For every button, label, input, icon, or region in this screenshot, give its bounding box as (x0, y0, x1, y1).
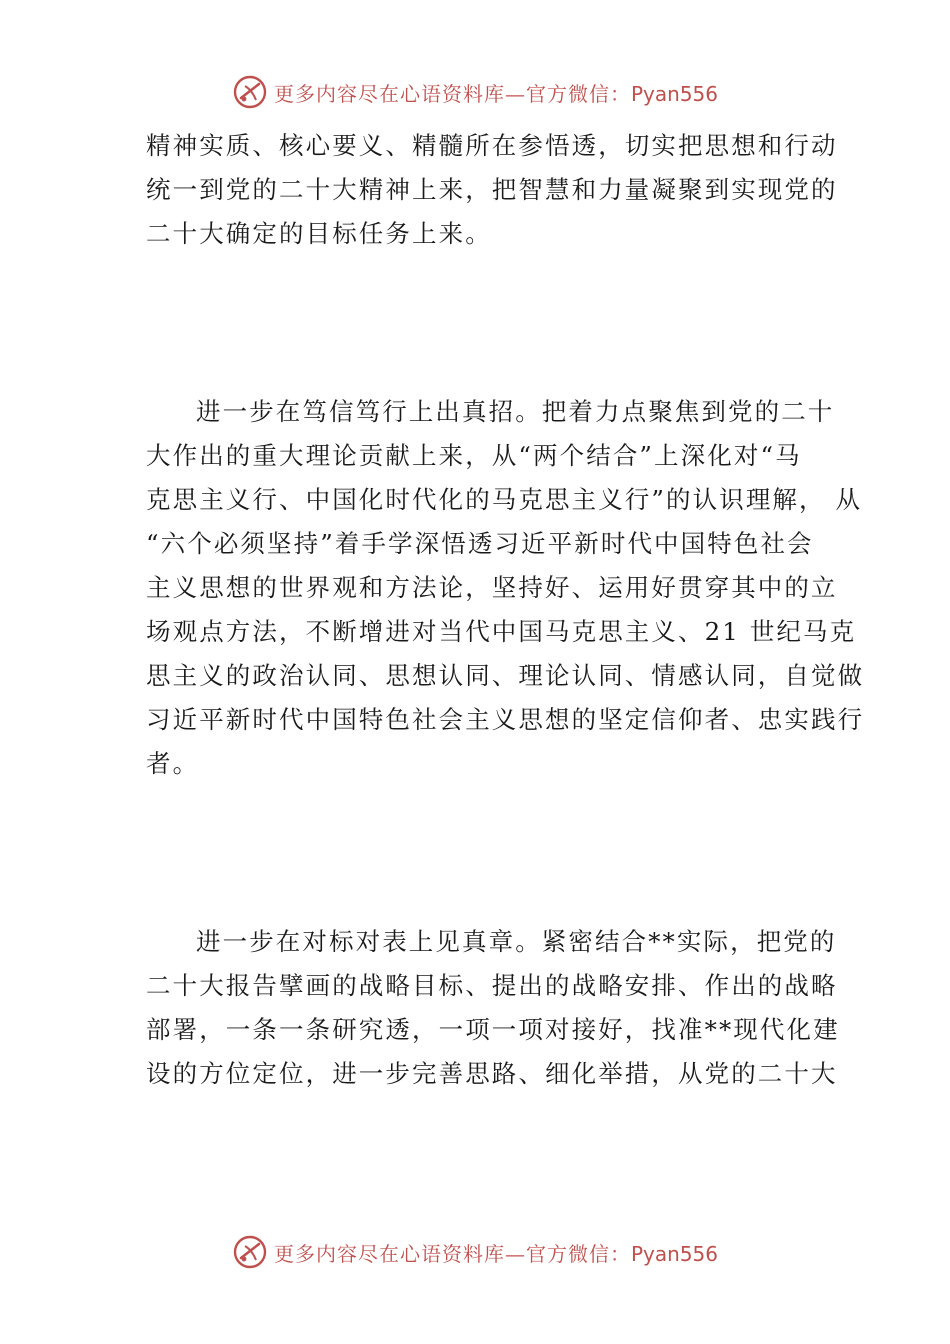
wechat-id: Pyan556 (630, 81, 718, 106)
text-line: 者。 (146, 749, 200, 778)
text-line: 精神实质、核心要义、精髓所在参悟透，切实把思想和行动 (146, 131, 838, 160)
footer-banner (0, 1232, 950, 1272)
text-line: 思主义的政治认同、思想认同、理论认同、情感认同，自觉做 (146, 661, 865, 690)
text-line: 场观点方法，不断增进对当代中国马克思主义、21 世纪马克 (146, 617, 857, 646)
banner-text: 更多内容尽在心语资料库—官方微信：Pyan556 (273, 81, 718, 106)
wechat-id: Pyan556 (630, 1241, 718, 1266)
banner-text: 更多内容尽在心语资料库—官方微信：Pyan556 (273, 1241, 718, 1266)
paragraph-2 (146, 390, 865, 786)
paragraph-1 (146, 124, 838, 256)
text-line: 部署，一条一条研究透，一项一项对接好，找准**现代化建 (146, 1015, 840, 1044)
text-line: 统一到党的二十大精神上来，把智慧和力量凝聚到实现党的 (146, 175, 838, 204)
seal-logo-icon (232, 1234, 268, 1270)
text-line: 设的方位定位，进一步完善思路、细化举措，从党的二十大 (146, 1059, 838, 1088)
paragraph-3 (146, 920, 840, 1096)
text-line: 克思主义行、中国化时代化的马克思主义行”的认识理解， 从 (146, 485, 863, 514)
seal-logo-icon (232, 74, 268, 110)
text-line: 进一步在笃信笃行上出真招。把着力点聚焦到党的二十 (196, 397, 835, 426)
text-line: “六个必须坚持”着手学深悟透习近平新时代中国特色社会 (146, 529, 814, 558)
text-line: 主义思想的世界观和方法论，坚持好、运用好贯穿其中的立 (146, 573, 838, 602)
text-line: 二十大确定的目标任务上来。 (146, 219, 492, 248)
header-banner (0, 72, 950, 112)
text-line: 大作出的重大理论贡献上来，从“两个结合”上深化对“马 (146, 441, 802, 470)
text-line: 二十大报告擘画的战略目标、提出的战略安排、作出的战略 (146, 971, 838, 1000)
text-line: 习近平新时代中国特色社会主义思想的坚定信仰者、忠实践行 (146, 705, 865, 734)
text-line: 进一步在对标对表上见真章。紧密结合**实际，把党的 (196, 927, 837, 956)
